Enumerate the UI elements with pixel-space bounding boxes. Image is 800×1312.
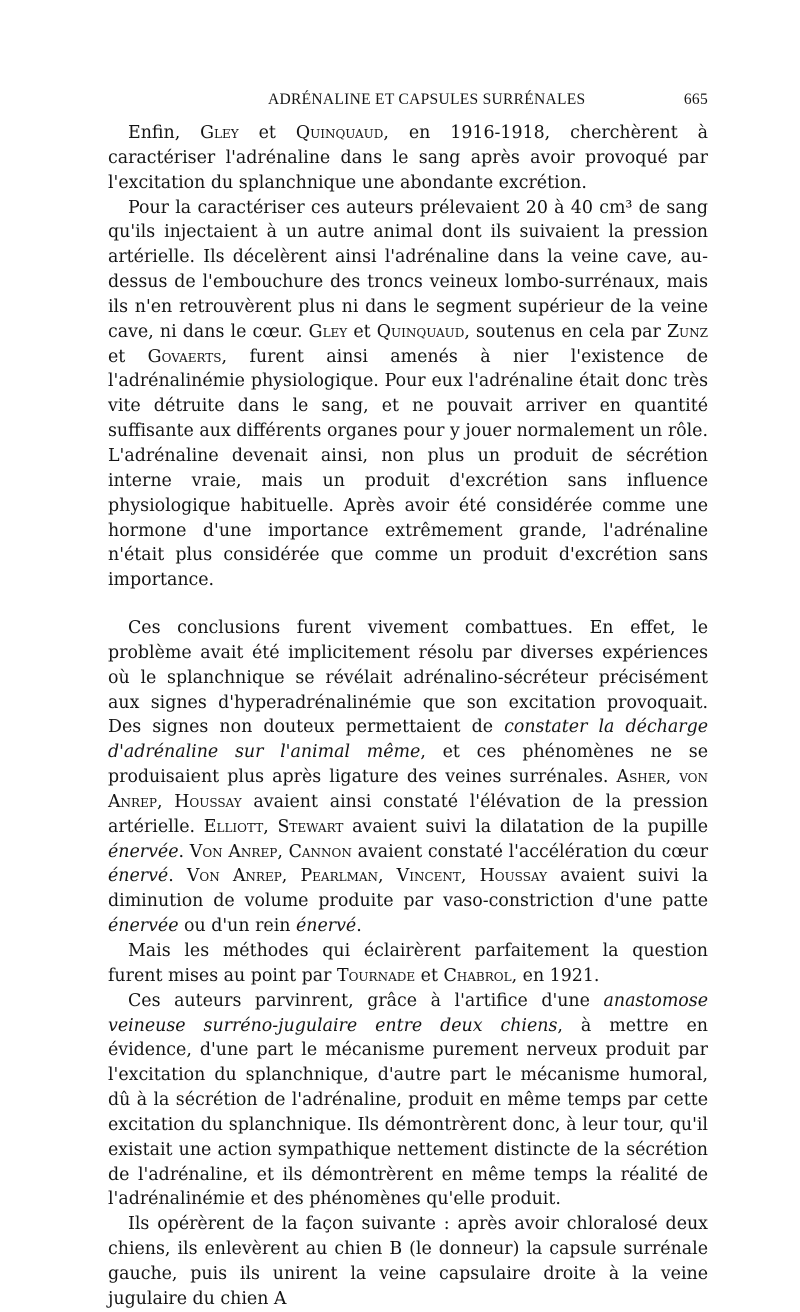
author-name: Pearlman xyxy=(300,866,379,887)
page-body xyxy=(108,121,708,1312)
author-name: Chabrol xyxy=(443,965,512,986)
emphasis: constater la décharge d'adrénaline sur l'animal même xyxy=(108,717,708,763)
paragraph-3: Ces conclusions furent vivement combattues. En effet, le problème avait été implicitement résolu par diverses expériences où le splanchnique se révélait adrénalino-sécréteur précisément aux signes d'hyperadrénalinémie que son excitation provoquait. Des signes non douteux permettaient de constater la décharge d'adrénaline sur l'animal même, et ces phénomènes ne se produisaient plus après ligature des veines surrénales. Asher, von Anrep, Houssay avaient ainsi constaté l'élévation de la pression artérielle. Elliott, Stewart avaient suivi la dilatation de la pupille énervée. Von Anrep, Cannon avaient constaté l'accélération du cœur énervé. Von Anrep, Pearlman, Vincent, Houssay avaient suivi la diminution de volume produite par vaso-constriction d'une patte énervée ou d'un rein énervé. xyxy=(108,618,709,937)
author-name: Cannon xyxy=(288,841,352,862)
running-title: ADRÉNALINE ET CAPSULES SURRÉNALES xyxy=(268,91,586,108)
author-name: Von Anrep xyxy=(186,866,282,887)
paragraph-4: Mais les méthodes qui éclairèrent parfaitement la question furent mises au point par Tournade et Chabrol, en 1921. xyxy=(108,941,708,986)
emphasis: énervé xyxy=(295,916,357,937)
author-name: Stewart xyxy=(277,816,344,837)
author-name: Vincent xyxy=(396,866,461,887)
author-name: Houssay xyxy=(174,791,242,812)
running-header xyxy=(108,91,708,113)
section-gap xyxy=(108,593,708,616)
author-name: Asher xyxy=(616,767,666,788)
author-name: Quinquaud xyxy=(295,123,384,143)
author-name: Gley xyxy=(200,123,239,143)
author-name: von Anrep xyxy=(108,767,708,812)
author-name: Gley xyxy=(308,321,348,342)
emphasis: énervée xyxy=(108,916,179,937)
author-name: Elliott xyxy=(203,816,264,837)
author-name: Von Anrep xyxy=(189,841,278,862)
emphasis: énervée xyxy=(108,841,179,862)
author-name: Zunz xyxy=(666,321,708,342)
author-name: Quinquaud xyxy=(376,321,465,342)
paragraph-2: Pour la caractériser ces auteurs prélevaient 20 à 40 cm³ de sang qu'ils injectaient à un autre animal dont ils suivaient la pression artérielle. Ils décelèrent ainsi l'adrénaline dans la veine cave, au-dessus de l'embouchure des troncs veineux lombo-surrénaux, mais ils n'en retrouvèrent plus ni dans le segment supérieur de la veine cave, ni dans le cœur. Gley et Quinquaud, soutenus en cela par Zunz et Govaerts, furent ainsi amenés à nier l'existence de l'adrénalinémie physiologique. Pour eux l'adrénaline était donc très vite détruite dans le sang, et ne pouvait arriver en quantité suffisante aux différents organes pour y jouer normalement un rôle. L'adrénaline devenait ainsi, non plus un produit de sécrétion interne vraie, mais un produit d'excrétion sans influence physiologique habituelle. Après avoir été considérée comme une hormone d'une importance extrêmement grande, l'adrénaline n'était plus considérée que comme un produit d'excrétion sans importance. xyxy=(108,197,708,591)
author-name: Tournade xyxy=(337,965,416,986)
page-number: 665 xyxy=(683,91,708,108)
emphasis: énervé xyxy=(108,866,169,887)
paragraph-6: Ils opérèrent de la façon suivante : après avoir chloralosé deux chiens, ils enlevèrent au chien B (le donneur) la capsule surrénale gauche, puis ils unirent la veine capsulaire droite à la veine jugulaire du chien A xyxy=(108,1214,708,1309)
author-name: Govaerts xyxy=(147,346,222,367)
emphasis: anastomose veineuse surréno-jugulaire entre deux chiens xyxy=(108,990,708,1036)
paragraph-5: Ces auteurs parvinrent, grâce à l'artifice d'une anastomose veineuse surréno-jugulaire entre deux chiens, à mettre en évidence, d'une part le mécanisme purement nerveux produit par l'excitation du splanchnique, d'autre part le mécanisme humoral, dû à la sécrétion de l'adrénaline, produit en même temps par cette excitation du splanchnique. Ils démontrèrent donc, à leur tour, qu'il existait une action sympathique nettement distincte de la sécrétion de l'adrénaline, et ils démontrèrent en même temps la réalité de l'adrénalinémie et des phénomènes qu'elle produit. xyxy=(108,990,709,1210)
author-name: Houssay xyxy=(479,866,548,887)
paragraph-1: Enfin, Gley et Quinquaud, en 1916-1918, cherchèrent à caractériser l'adrénaline dans le sang après avoir provoqué par l'excitation du splanchnique une abondante excrétion. xyxy=(108,123,708,193)
